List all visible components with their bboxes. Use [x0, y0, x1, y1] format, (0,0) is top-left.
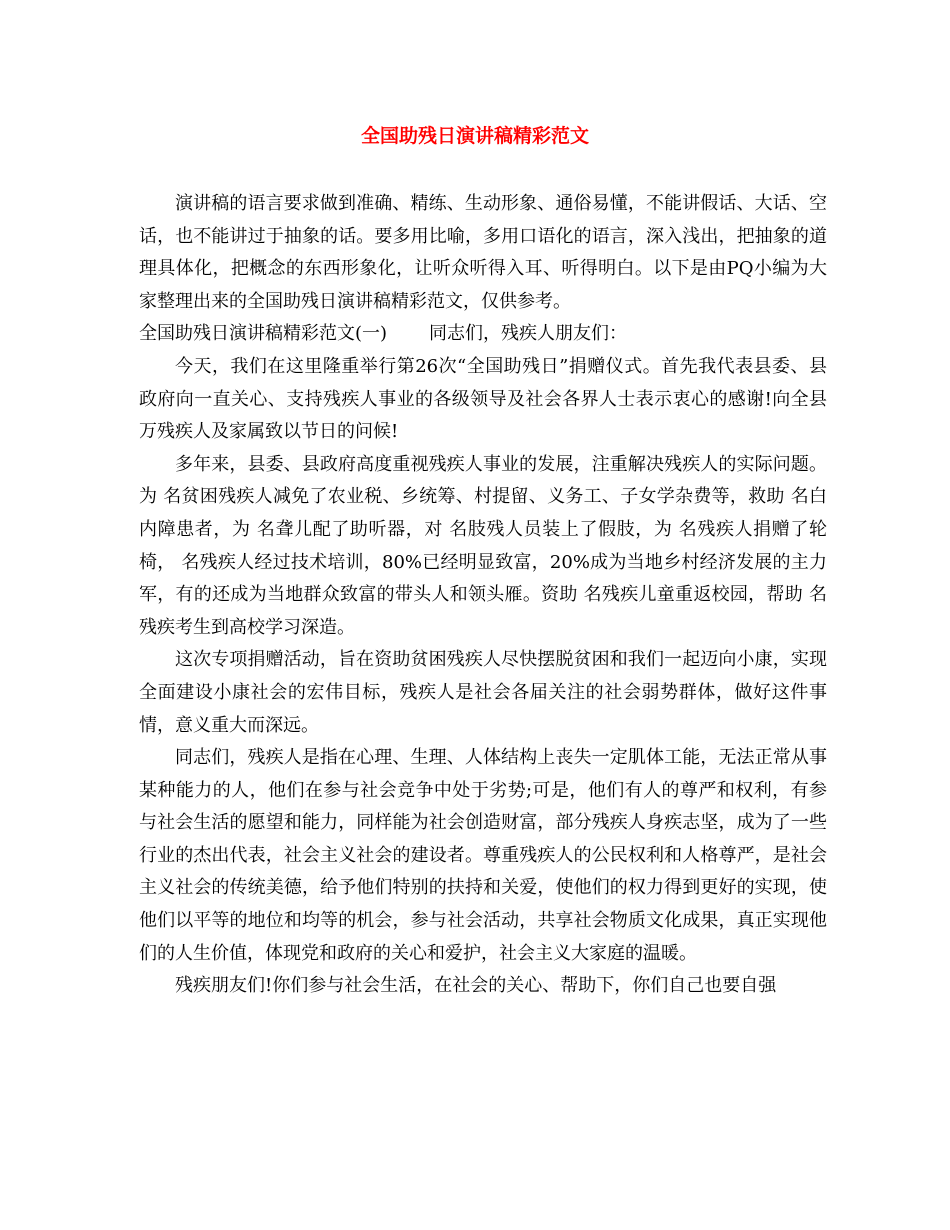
body-paragraph-5: 残疾朋友们!你们参与社会生活，在社会的关心、帮助下，你们自己也要自强 — [175, 975, 777, 997]
body-paragraph-3: 这次专项捐赠活动，旨在资助贫困残疾人尽快摆脱贫困和我们一起迈向小康，实现全面建设小康社会的宏伟目标，残疾人是社会各届关注的社会弱势群体，做好这件事情，意义重大而深远。 — [139, 649, 827, 736]
document-body — [139, 188, 827, 1003]
greeting: 同志们，残疾人朋友们： — [429, 323, 628, 345]
section-heading-line — [139, 318, 827, 351]
document-title: 全国助残日演讲稿精彩范文 — [360, 125, 589, 147]
body-paragraph-1: 今天，我们在这里隆重举行第26次“全国助残日”捐赠仪式。首先我代表县委、县政府向一直关心、支持残疾人事业的各级领导及社会各界人士表示衷心的感谢!向全县 万残疾人及家属致以节日的问候! — [139, 355, 827, 443]
body-paragraph-4: 同志们，残疾人是指在心理、生理、人体结构上丧失一定肌体工能，无法正常从事某种能力的人，他们在参与社会竞争中处于劣势;可是，他们有人的尊严和权利，有参与社会生活的愿望和能力，同样能为社会创造财富，部分残疾人身疾志坚，成为了一些行业的杰出代表，社会主义社会的建设者。尊重残疾人的公民权利和人格尊严，是社会主义社会的传统美德，给予他们特别的扶持和关爱，使他们的权力得到更好的实现，使他们以平等的地位和均等的机会，参与社会活动，共享社会物质文化成果，真正实现他们的人生价值，体现党和政府的关心和爱护，社会主义大家庭的温暖。 — [139, 747, 827, 964]
intro-paragraph: 演讲稿的语言要求做到准确、精练、生动形象、通俗易懂，不能讲假话、大话、空话，也不能讲过于抽象的话。要多用比喻，多用口语化的语言，深入浅出，把抽象的道理具体化，把概念的东西形象化，让听众听得入耳、听得明白。以下是由PQ小编为大家整理出来的全国助残日演讲稿精彩范文，仅供参考。 — [139, 193, 827, 312]
body-paragraph-2: 多年来，县委、县政府高度重视残疾人事业的发展，注重解决残疾人的实际问题。为 名贫困残疾人减免了农业税、乡统筹、村提留、义务工、子女学杂费等，救助 名白内障患者，为 名聋儿配了助听器，对 名肢残人员装上了假肢，为 名残疾人捐赠了轮椅， 名残疾人经过技术培训，80%已经明显致富，20%成为当地乡村经济发展的主力军，有的还成为当地群众致富的带头人和领头雁。资助 名残疾儿童重返校园，帮助 名残疾考生到高校学习深造。 — [139, 453, 827, 638]
section-heading: 全国助残日演讲稿精彩范文(一) — [139, 323, 388, 345]
